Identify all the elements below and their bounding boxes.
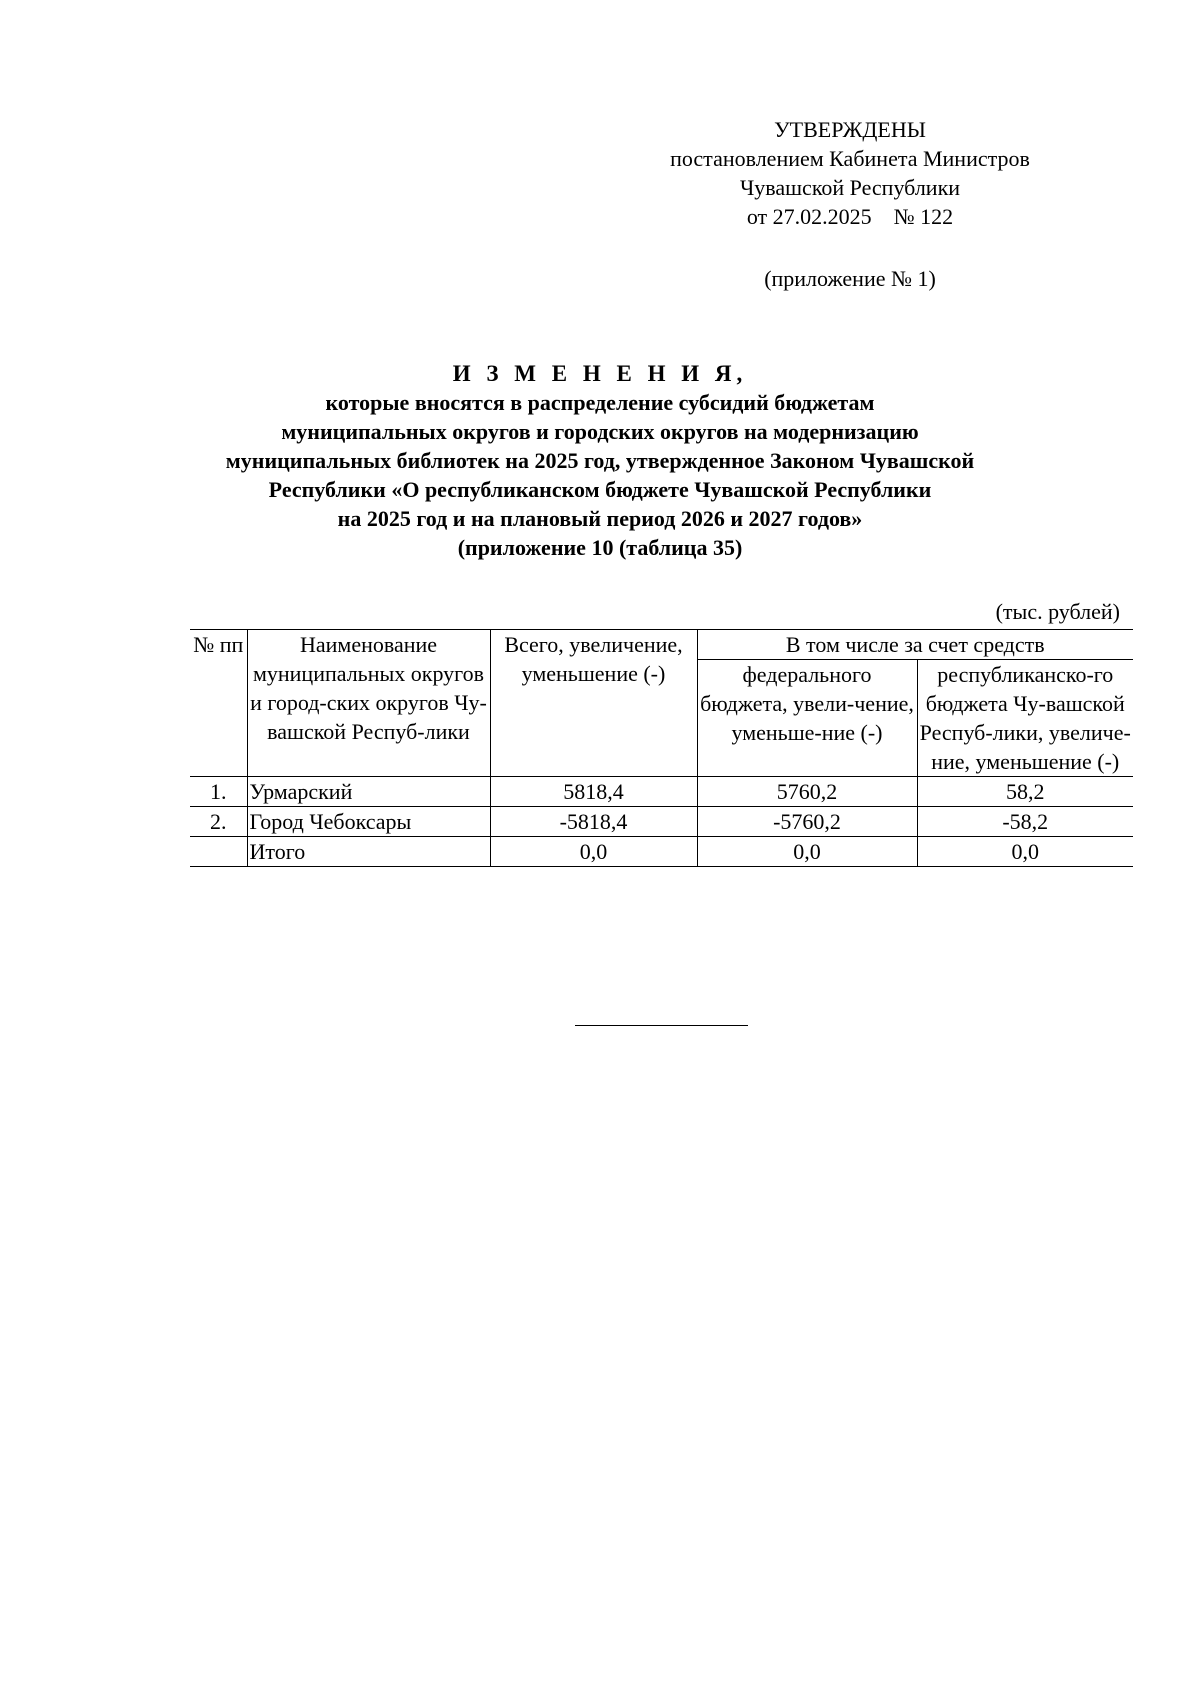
row-republic: -58,2 — [917, 807, 1133, 837]
header-name: Наименование муниципальных округов и город-ских округов Чу-вашской Респуб-лики — [247, 630, 490, 777]
total-total: 0,0 — [490, 837, 697, 867]
title-line-5: на 2025 год и на плановый период 2026 и 2027 годов» — [337, 506, 863, 531]
header-group: В том числе за счет средств — [697, 630, 1133, 660]
row-name: Урмарский — [247, 777, 490, 807]
title-line-3: муниципальных библиотек на 2025 год, утвержденное Законом Чувашской — [225, 448, 975, 473]
total-republic: 0,0 — [917, 837, 1133, 867]
title-line-1: которые вносятся в распределение субсидий бюджетам — [325, 390, 875, 415]
table-row — [190, 807, 1133, 837]
total-num — [190, 837, 247, 867]
row-num: 1. — [190, 777, 247, 807]
approval-authority: постановлением Кабинета Министров — [670, 146, 1030, 171]
document-title — [150, 359, 1050, 562]
title-heading: И З М Е Н Е Н И Я, — [452, 361, 748, 386]
header-federal: федерального бюджета, увели-чение, уменьше-ние (-) — [697, 660, 917, 777]
title-line-2: муниципальных округов и городских округов на модернизацию — [281, 419, 919, 444]
row-republic: 58,2 — [917, 777, 1133, 807]
header-num: № пп — [190, 630, 247, 777]
total-federal: 0,0 — [697, 837, 917, 867]
title-line-4: Республики «О республиканском бюджете Чувашской Республики — [268, 477, 932, 502]
table-row — [190, 777, 1133, 807]
row-total: 5818,4 — [490, 777, 697, 807]
closing-rule — [575, 1025, 748, 1026]
approval-appendix: (приложение № 1) — [764, 266, 936, 291]
row-name: Город Чебоксары — [247, 807, 490, 837]
total-label: Итого — [247, 837, 490, 867]
approval-title: УТВЕРЖДЕНЫ — [774, 117, 926, 142]
table-total-row — [190, 837, 1133, 867]
row-federal: -5760,2 — [697, 807, 917, 837]
units-label: (тыс. рублей) — [995, 599, 1120, 624]
title-line-6: (приложение 10 (таблица 35) — [457, 535, 743, 560]
approval-stamp — [640, 115, 1060, 293]
header-republic: республиканско-го бюджета Чу-вашской Респуб-лики, увеличе-ние, уменьшение (-) — [917, 660, 1133, 777]
table-header-row — [190, 630, 1133, 660]
approval-region: Чувашской Республики — [739, 175, 961, 200]
row-num: 2. — [190, 807, 247, 837]
subsidy-table — [190, 629, 1133, 867]
row-federal: 5760,2 — [697, 777, 917, 807]
approval-date-number: от 27.02.2025 № 122 — [746, 204, 954, 229]
header-total: Всего, увеличение, уменьшение (-) — [490, 630, 697, 777]
row-total: -5818,4 — [490, 807, 697, 837]
